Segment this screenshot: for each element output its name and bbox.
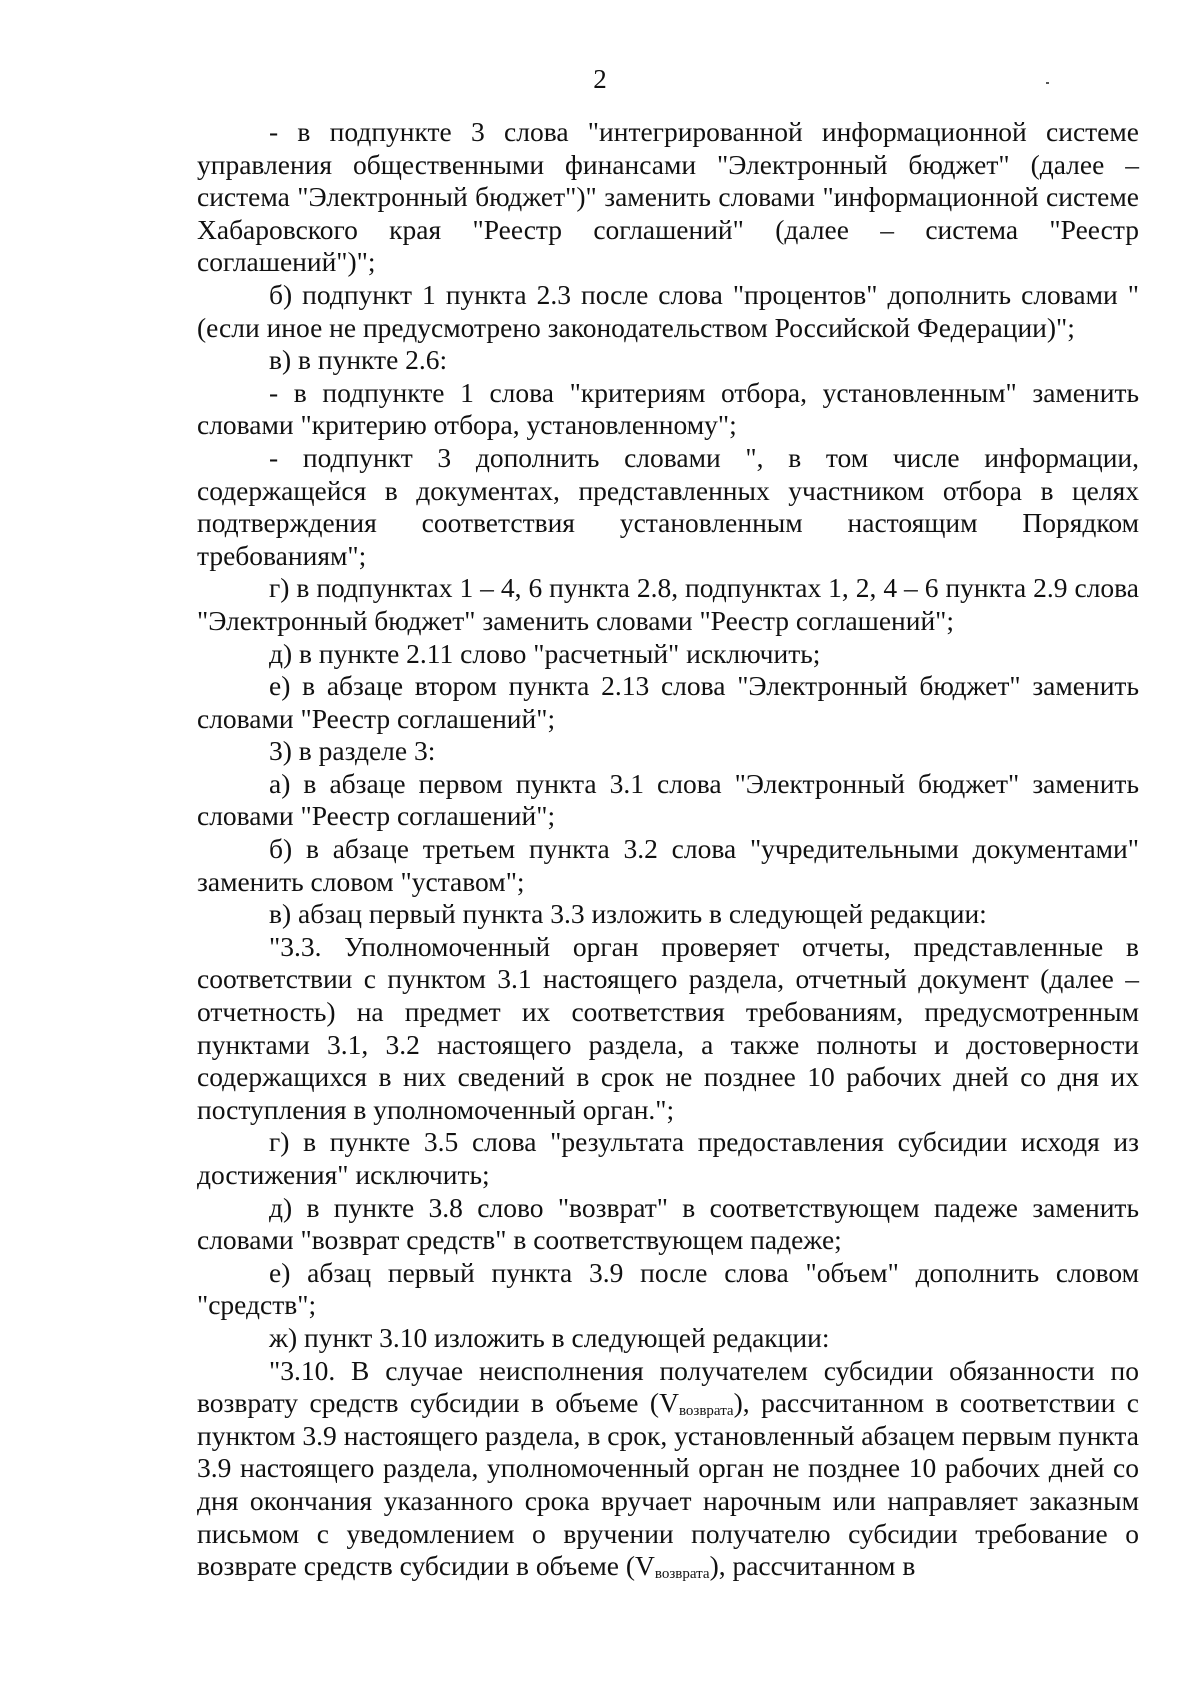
paragraph: [197, 1355, 1139, 1583]
paragraph: 3) в разделе 3:: [269, 735, 436, 767]
paragraph: б) подпункт 1 пункта 2.3 после слова "процентов" дополнить словами "(если иное не предусмотрено законодательством Российской Федерации)";: [197, 278, 1139, 343]
paragraph: ж) пункт 3.10 изложить в следующей редакции:: [269, 1321, 830, 1353]
paragraph: г) в подпунктах 1 – 4, 6 пункта 2.8, подпунктах 1, 2, 4 – 6 пункта 2.9 слова "Электронный бюджет" заменить словами "Реестр соглашений";: [197, 572, 1139, 636]
paragraph: - в подпункте 1 слова "критериям отбора, установленным" заменить словами "критерию отбора, установленному";: [197, 376, 1139, 441]
paragraph: - в подпункте 3 слова "интегрированной информационной системе управления общественными финансами "Электронный бюджет" (далее – система "Электронный бюджет")" заменить словами "информационной системе Хабаровского края "Реестр соглашений" (далее – система "Реестр соглашений")";: [197, 116, 1139, 278]
subscript: возврата: [654, 1566, 710, 1583]
text-run: "3.10. В случае неисполнения получателем субсидии обязанности по возврату средств субсидии в объеме (V: [197, 1354, 1139, 1419]
paragraph: б) в абзаце третьем пункта 3.2 слова "учредительными документами" заменить словом "уставом";: [197, 833, 1139, 897]
paragraph: - подпункт 3 дополнить словами ", в том числе информации, содержащейся в документах, представленных участником отбора в целях подтверждения соответствия установленным настоящим Порядком требованиям";: [197, 441, 1139, 571]
document-body: [197, 116, 1139, 1583]
page-number: 2: [593, 64, 607, 94]
text-run: ), рассчитанном в соответствии с пунктом 3.9 настоящего раздела, в срок, установленный абзацем первым пункта 3.9 настоящего раздела, уполномоченный орган не позднее 10 рабочих дней со дня окончания указанного срока вручает нарочным или направляет заказным письмом с уведомлением о вручении получателю субсидии требование о возврате средств субсидии в объеме (V: [197, 1387, 1139, 1582]
paragraph: е) в абзаце втором пункта 2.13 слова "Электронный бюджет" заменить словами "Реестр соглашений";: [197, 670, 1139, 734]
paragraph: а) в абзаце первом пункта 3.1 слова "Электронный бюджет" заменить словами "Реестр соглашений";: [197, 767, 1139, 832]
paragraph: д) в пункте 3.8 слово "возврат" в соответствующем падеже заменить словами "возврат средств" в соответствующем падеже;: [197, 1191, 1139, 1256]
paragraph: в) абзац первый пункта 3.3 изложить в следующей редакции:: [269, 898, 987, 930]
paragraph: "3.3. Уполномоченный орган проверяет отчеты, представленные в соответствии с пунктом 3.1 настоящего раздела, отчетный документ (далее – отчетность) на предмет их соответствия требованиям, предусмотренным пунктами 3.1, 3.2 настоящего раздела, а также полноты и достоверности содержащихся в них сведений в срок не позднее 10 рабочих дней со дня их поступления в уполномоченный орган.";: [197, 930, 1139, 1125]
text-run: ), рассчитанном в: [709, 1550, 916, 1582]
paragraph: е) абзац первый пункта 3.9 после слова "объем" дополнить словом "средств";: [197, 1256, 1139, 1321]
paragraph: г) в пункте 3.5 слова "результата предоставления субсидии исходя из достижения" исключить;: [197, 1126, 1139, 1190]
paragraph: в) в пункте 2.6:: [269, 344, 448, 376]
scan-speck: [1046, 82, 1049, 84]
subscript: возврата: [678, 1403, 734, 1420]
paragraph: д) в пункте 2.11 слово "расчетный" исключить;: [269, 637, 821, 669]
